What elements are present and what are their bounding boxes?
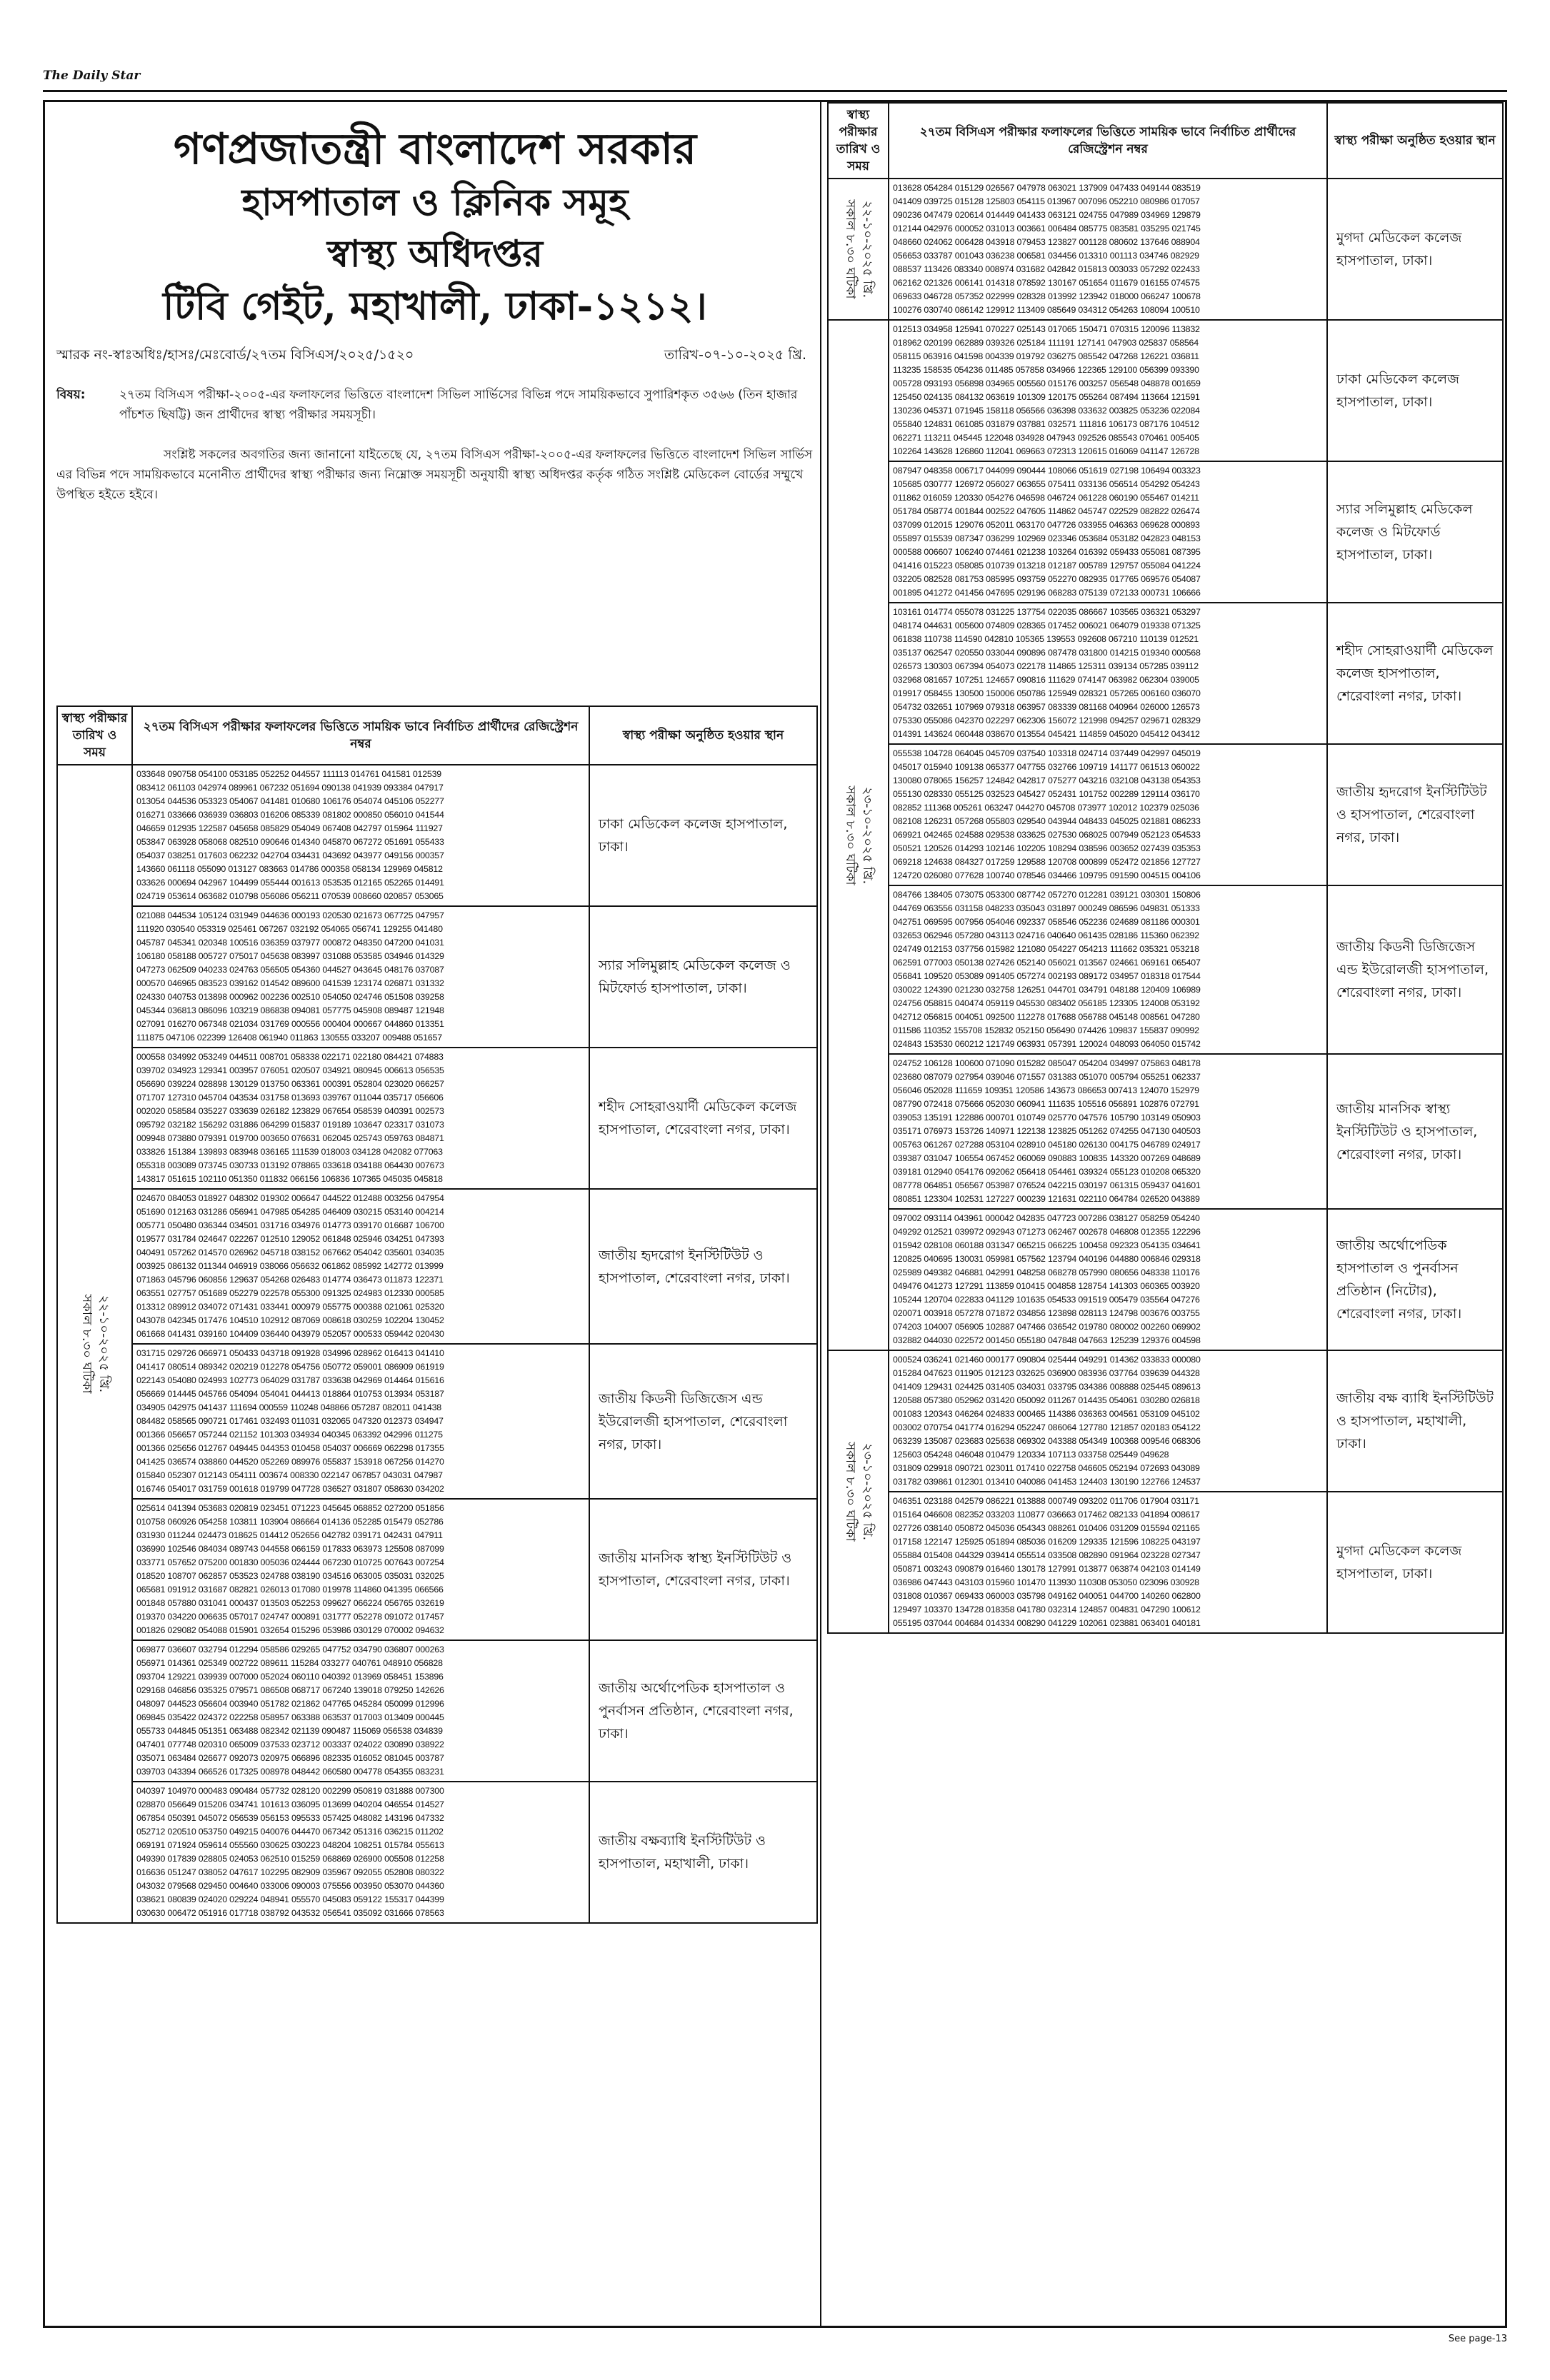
government-notice <box>43 100 1507 2328</box>
registration-number-line: 097002 093114 043961 000042 042835 047723 007286 038127 058259 054240 <box>893 1213 1200 1223</box>
registration-number-line: 093704 129221 039939 007000 052024 060110 040392 013969 058451 153896 <box>136 1672 444 1682</box>
registration-numbers-cell <box>889 603 1327 744</box>
registration-number-line: 080851 123304 102531 127227 000239 121631 022110 064784 026520 043889 <box>893 1194 1200 1204</box>
registration-numbers-cell <box>889 179 1327 320</box>
registration-number-line: 015284 047623 011905 012123 032625 036900 083936 037764 039639 044328 <box>893 1368 1200 1378</box>
registration-number-line: 024752 106128 100600 071090 015282 085047 054204 034997 075863 048178 <box>893 1058 1201 1068</box>
header-date-time: স্বাস্থ্য পরীক্ষার তারিখ ও সময় <box>57 706 132 765</box>
registration-number-line: 013312 089912 034072 071431 033441 000979 055775 000388 021061 025320 <box>136 1302 444 1312</box>
registration-number-line: 063551 027757 051689 052279 022578 055300 091325 024983 012330 000585 <box>136 1288 444 1298</box>
registration-number-line: 046659 012935 122587 045658 085829 054049 067408 042797 015964 111927 <box>136 823 443 833</box>
venue-cell: ঢাকা মেডিকেল কলেজ হাসপাতাল, ঢাকা। <box>1327 320 1503 461</box>
schedule-row <box>828 744 1503 885</box>
schedule-row <box>828 461 1503 603</box>
left-table-body <box>57 765 817 1923</box>
registration-number-line: 087947 048358 006717 044099 090444 108066 051619 027198 106494 003323 <box>893 466 1201 476</box>
registration-number-line: 000558 034992 053249 044511 008701 058338 022171 022180 084421 074883 <box>136 1052 444 1062</box>
right-table-header <box>828 103 1503 179</box>
registration-number-line: 011586 110352 155708 152832 052150 056490 074426 109837 155837 090992 <box>893 1025 1199 1035</box>
registration-number-line: 036986 047443 043103 015960 101470 113930 110308 053050 023096 030928 <box>893 1577 1199 1587</box>
date-time-cell <box>828 320 889 1350</box>
registration-number-line: 044769 063556 031158 048233 035043 031897 000249 086596 049831 051333 <box>893 903 1200 913</box>
registration-numbers-cell <box>889 461 1327 603</box>
registration-number-line: 049292 012521 039972 092943 071273 062467 002678 046808 012355 122296 <box>893 1227 1201 1237</box>
registration-number-line: 130080 078065 156257 124842 042817 075277 043216 032108 043138 054353 <box>893 775 1201 785</box>
schedule-row <box>57 1189 817 1344</box>
right-schedule-table <box>827 102 1504 1634</box>
registration-number-line: 050521 120526 014293 102146 102205 108294 038596 003652 027439 035353 <box>893 843 1201 853</box>
registration-number-line: 002020 058584 035227 033639 026182 123829 067654 058539 040391 002573 <box>136 1106 444 1116</box>
registration-number-line: 014391 143624 060448 038670 013554 045421 114859 045020 045412 043412 <box>893 729 1200 739</box>
registration-number-line: 129497 103370 134728 018358 041780 032314 124857 004831 047290 100612 <box>893 1605 1201 1615</box>
registration-number-line: 032653 062946 057280 043113 024716 040640 061435 028186 115360 062392 <box>893 930 1199 940</box>
registration-number-line: 055840 124831 061085 031879 037881 032571 111816 106173 087176 104512 <box>893 419 1199 429</box>
registration-number-line: 055195 037044 004684 014334 008290 041229 102061 023881 063401 040181 <box>893 1618 1201 1628</box>
registration-number-line: 062162 021326 006141 014318 078592 130167 051654 011679 016155 074575 <box>893 278 1200 288</box>
date-time-text: ২২-১০-২০২৫ খ্রি. সকাল ৮.৩০ ঘটিকা <box>79 1294 111 1394</box>
registration-numbers-cell <box>889 1492 1327 1633</box>
registration-numbers-cell <box>132 1640 589 1782</box>
registration-number-line: 106180 058188 005727 075017 045638 083997 031088 053585 034946 014329 <box>136 951 444 961</box>
registration-number-line: 030630 006472 051916 017718 038792 043532 056541 035092 031666 078563 <box>136 1908 444 1918</box>
registration-number-line: 111920 030540 053319 025461 067267 032192 054065 056741 129255 041480 <box>136 924 443 934</box>
registration-number-line: 050871 003243 090879 016460 130178 127991 013877 063874 042103 014149 <box>893 1564 1201 1574</box>
registration-number-line: 041409 039725 015128 125803 054115 013967 007096 052210 080986 017057 <box>893 196 1200 206</box>
registration-number-line: 009948 073880 079391 019700 003650 076631 062045 025743 059763 084871 <box>136 1133 444 1143</box>
schedule-row <box>57 765 817 906</box>
subject-text: ২৭তম বিসিএস পরীক্ষা-২০০৫-এর ফলাফলের ভিত্তিতে বাংলাদেশ সিভিল সার্ভিসের বিভিন্ন পদে সাময়িকভাবে সুপারিশকৃত ৩৫৬৬ (তিন হাজার পাঁচশত ছিষট্টি) জন প্রার্থীদের স্বাস্থ্য পরীক্ষার সময়সূচী। <box>119 388 798 422</box>
registration-number-line: 039387 031047 106554 067452 060069 090883 100835 143320 007269 048689 <box>893 1153 1201 1163</box>
registration-number-line: 040491 057262 014570 026962 045718 038152 067662 054042 035601 034035 <box>136 1247 444 1257</box>
registration-numbers-cell <box>889 1209 1327 1350</box>
registration-number-line: 045344 036813 086096 103219 086838 094081 057775 045908 089487 121948 <box>136 1005 444 1015</box>
registration-number-line: 069921 042465 024588 029538 033625 027530 068025 007949 052123 054533 <box>893 830 1201 840</box>
registration-numbers-cell <box>132 1189 589 1344</box>
registration-number-line: 005728 093193 056898 034965 005560 015176 003257 056548 048878 001659 <box>893 378 1201 388</box>
venue-cell: শহীদ সোহরাওয়ার্দী মেডিকেল কলেজ হাসপাতাল, শেরেবাংলা নগর, ঢাকা। <box>589 1048 817 1189</box>
registration-number-line: 010758 060926 054258 103811 103904 086664 014136 052285 015479 052786 <box>136 1517 444 1527</box>
registration-number-line: 105685 030777 126972 056027 063655 075411 033136 056514 054292 054243 <box>893 479 1200 489</box>
registration-number-line: 125603 054248 046048 010479 120334 107113 033758 025449 049628 <box>893 1450 1169 1460</box>
registration-number-line: 001895 041272 041456 047695 029196 068283 075139 072133 000731 106666 <box>893 588 1201 598</box>
registration-number-line: 001826 029082 054088 015901 032654 015296 053986 030129 070002 094632 <box>136 1625 444 1635</box>
schedule-row <box>828 885 1503 1054</box>
date-time-text: ২২-১০-২০২৫ খ্রি. সকাল ৮.৩০ ঘটিকা <box>842 199 875 299</box>
registration-number-line: 019917 058455 130500 150006 050786 125949 028321 057265 006160 036070 <box>893 688 1201 698</box>
heading-line-4: টিবি গেইট, মহাখালী, ঢাকা-১২১২। <box>163 283 707 328</box>
registration-number-line: 015840 052307 012143 054111 003674 008330 022147 067857 043031 047987 <box>136 1470 443 1480</box>
registration-number-line: 029168 046856 035325 079571 086508 068717 067240 139018 079250 142626 <box>136 1685 444 1695</box>
registration-number-line: 043078 042345 017476 104510 102912 087069 008618 030259 102204 130452 <box>136 1315 444 1325</box>
left-column <box>56 102 814 2326</box>
registration-number-line: 143660 061118 055090 013127 083663 014786 000358 058134 129969 045812 <box>136 864 443 874</box>
registration-number-line: 069218 124638 084327 017259 129588 120708 000899 052472 021856 127727 <box>893 857 1201 867</box>
registration-number-line: 015164 046608 082352 033203 110877 036663 017462 082133 041894 008617 <box>893 1510 1200 1520</box>
registration-number-line: 087790 072418 075666 052030 060941 111635 105516 056891 102876 072791 <box>893 1099 1199 1109</box>
registration-numbers-cell <box>889 320 1327 461</box>
date-time-text: ২৩-১০-২০২৫ খ্রি. সকাল ৮.৩০ ঘটিকা <box>842 1442 875 1542</box>
registration-number-line: 084766 138405 073075 053300 087742 057270 012281 039121 030301 150806 <box>893 890 1201 900</box>
schedule-row <box>57 1640 817 1782</box>
registration-number-line: 052712 020510 053750 049215 040076 044470 067342 051316 036215 011202 <box>136 1827 444 1837</box>
registration-number-line: 031808 010367 069433 060003 035798 049162 040051 044700 140260 062800 <box>893 1591 1201 1601</box>
registration-number-line: 055130 028330 055125 032523 045427 052431 101752 002289 129114 036170 <box>893 789 1200 799</box>
registration-number-line: 021088 044534 105124 031949 044636 000193 020530 021673 067725 047957 <box>136 910 444 920</box>
registration-number-line: 038621 080839 024020 029224 048941 055570 045083 059122 155317 044399 <box>136 1894 444 1904</box>
registration-number-line: 102264 143628 126860 112041 069663 072313 120615 016069 041147 126728 <box>893 446 1199 456</box>
schedule-row <box>828 1054 1503 1209</box>
registration-number-line: 069633 046728 057352 022999 028328 013992 123942 018000 066247 100678 <box>893 291 1201 301</box>
venue-cell: জাতীয় মানসিক স্বাস্থ্য ইনস্টিটিউট ও হাসপাতাল, শেরেবাংলা নগর, ঢাকা। <box>589 1499 817 1640</box>
continued-note: See page-13 <box>1448 2334 1507 2344</box>
registration-number-line: 087778 064851 056567 053987 076524 042215 030197 061315 059437 041601 <box>893 1180 1201 1190</box>
column-divider <box>820 102 821 2326</box>
venue-cell: জাতীয় বক্ষব্যাধি ইনস্টিটিউট ও হাসপাতাল, মহাখালী, ঢাকা। <box>589 1782 817 1923</box>
venue-cell: স্যার সলিমুল্লাহ মেডিকেল কলেজ ও মিটফোর্ড হাসপাতাল, ঢাকা। <box>589 906 817 1048</box>
registration-number-line: 046351 023188 042579 086221 013888 000749 093202 011706 017904 031171 <box>893 1496 1199 1506</box>
registration-numbers-cell <box>132 906 589 1048</box>
registration-number-line: 061838 110738 114590 042810 105365 139553 092608 067210 110139 012521 <box>893 634 1199 644</box>
registration-numbers-cell <box>889 1350 1327 1492</box>
registration-number-line: 033648 090758 054100 053185 052252 044557 111113 014761 041581 012539 <box>136 769 441 779</box>
registration-number-line: 039181 012940 054176 092062 056418 054461 039324 055123 010208 065320 <box>893 1167 1201 1177</box>
registration-number-line: 003002 070754 041774 016294 052247 086064 127780 121857 020183 054122 <box>893 1422 1201 1432</box>
registration-number-line: 120825 040695 130031 059981 057562 123794 040196 044880 006846 029318 <box>893 1254 1201 1264</box>
registration-number-line: 056046 052028 111659 109351 120586 143673 086653 007413 124070 152979 <box>893 1085 1199 1095</box>
schedule-row <box>828 1350 1503 1492</box>
registration-number-line: 027726 038140 050872 045036 054343 088261 010406 031209 015594 021165 <box>893 1523 1200 1533</box>
registration-number-line: 016636 051247 038052 047617 102295 082909 035967 092055 052808 080322 <box>136 1867 444 1877</box>
registration-number-line: 095792 032182 156292 031886 064299 015837 019189 103647 023317 031073 <box>136 1120 444 1130</box>
registration-number-line: 056690 039224 028898 130129 013750 063361 000391 052804 023020 066257 <box>136 1079 444 1089</box>
registration-number-line: 082852 111368 005261 063247 044270 045708 073977 102012 102379 025036 <box>893 803 1199 813</box>
registration-number-line: 043032 079568 029450 004640 033006 090003 075556 003950 053070 044360 <box>136 1881 444 1891</box>
header-venue: স্বাস্থ্য পরীক্ষা অনুষ্ঠিত হওয়ার স্থান <box>1327 103 1503 179</box>
date-time-text: ২৩-১০-২০২৫ খ্রি. সকাল ৮.৩০ ঘটিকা <box>842 785 875 885</box>
registration-number-line: 067854 050391 045072 056539 056153 095533 057425 048082 143196 047332 <box>136 1813 444 1823</box>
schedule-row <box>57 906 817 1048</box>
registration-number-line: 022143 054080 024993 102773 064029 031787 033638 042969 014464 015616 <box>136 1375 444 1385</box>
registration-number-line: 011862 016059 120330 054276 046598 046724 061228 060190 055467 014211 <box>893 493 1199 503</box>
registration-number-line: 088537 113426 083340 008974 031682 042842 015813 003033 057292 022433 <box>893 264 1200 274</box>
registration-number-line: 030022 124390 021230 032758 126251 044701 034791 048188 120409 106989 <box>893 985 1201 995</box>
venue-cell: জাতীয় কিডনী ডিজিজেস এন্ড ইউরোলজী হাসপাতাল, শেরেবাংলা নগর, ঢাকা। <box>589 1344 817 1499</box>
registration-number-line: 105244 120704 022833 041129 101635 054533 091519 005479 035564 047276 <box>893 1295 1200 1305</box>
registration-number-line: 056841 109520 053089 091405 057274 002193 089172 034957 018318 017544 <box>893 971 1201 981</box>
registration-number-line: 015942 028108 060188 031347 065215 066225 100458 092323 054135 034641 <box>893 1240 1201 1250</box>
registration-number-line: 024843 153530 060212 121749 063931 057391 120024 048093 064050 015742 <box>893 1039 1201 1049</box>
venue-cell: ঢাকা মেডিকেল কলেজ হাসপাতাল, ঢাকা। <box>589 765 817 906</box>
registration-number-line: 033626 000694 042967 104499 055444 001613 053535 012165 052265 014491 <box>136 878 444 888</box>
registration-number-line: 005763 061267 027288 053104 028910 045180 026130 004175 046789 024917 <box>893 1140 1201 1150</box>
registration-number-line: 025989 049382 046881 042991 048258 068278 057990 080656 048338 110176 <box>893 1267 1200 1277</box>
date-time-cell <box>828 1350 889 1633</box>
registration-number-line: 055538 104728 064045 045709 037540 103318 024714 037449 042997 045019 <box>893 748 1201 758</box>
registration-number-line: 037099 012015 129076 052011 063170 047726 033955 046363 069628 000893 <box>893 520 1200 530</box>
registration-number-line: 071863 045796 060856 129637 054268 026483 014774 036473 011873 122371 <box>136 1275 444 1285</box>
registration-number-line: 082108 126231 057268 055803 029540 043944 048433 045025 021881 086233 <box>893 816 1201 826</box>
registration-number-line: 031715 029726 066971 050433 043718 091928 034996 028962 016413 041410 <box>136 1348 444 1358</box>
registration-number-line: 000524 036241 021460 000177 090804 025444 049291 014362 033833 000080 <box>893 1355 1201 1365</box>
registration-number-line: 012513 034958 125941 070227 025143 017065 150471 070315 120096 113832 <box>893 324 1200 334</box>
venue-cell: স্যার সলিমুল্লাহ মেডিকেল কলেজ ও মিটফোর্ড হাসপাতাল, ঢাকা। <box>1327 461 1503 603</box>
registration-number-line: 028870 056649 015206 034741 101613 036095 013699 040204 046554 014527 <box>136 1799 444 1809</box>
registration-number-line: 025614 041394 053683 020819 023451 071223 045645 068852 027200 051856 <box>136 1503 444 1513</box>
schedule-row <box>828 1492 1503 1633</box>
registration-number-line: 039053 135191 122886 000701 010749 025770 047576 105790 103149 050903 <box>893 1113 1201 1123</box>
venue-cell: জাতীয় কিডনী ডিজিজেস এন্ড ইউরোলজী হাসপাতাল, শেরেবাংলা নগর, ঢাকা। <box>1327 885 1503 1054</box>
registration-number-line: 111875 047106 022399 126408 061940 011863 130555 033207 009488 051657 <box>136 1033 442 1043</box>
registration-number-line: 069845 035422 024372 022258 058957 063388 063537 017003 013409 000445 <box>136 1712 444 1722</box>
registration-number-line: 061668 041431 039160 104409 036440 043979 052057 000533 059442 020430 <box>136 1329 444 1339</box>
schedule-row <box>57 1499 817 1640</box>
registration-number-line: 120588 057380 052962 031420 050092 011267 014435 054061 030280 026818 <box>893 1395 1200 1405</box>
registration-number-line: 056653 033787 001043 036238 006581 034456 013310 001113 034746 082929 <box>893 251 1199 261</box>
registration-number-line: 024330 040753 013898 000962 002236 002510 054050 024746 051508 039258 <box>136 992 444 1002</box>
registration-number-line: 049390 017839 028805 024053 062510 015259 068869 026900 005508 012258 <box>136 1854 444 1864</box>
venue-cell: মুগদা মেডিকেল কলেজ হাসপাতাল, ঢাকা। <box>1327 179 1503 320</box>
registration-number-line: 069877 036607 032794 012294 058586 029265 047752 034790 036807 000263 <box>136 1645 444 1655</box>
registration-number-line: 125450 024135 084132 063619 101309 120175 055264 087494 113664 121591 <box>893 392 1200 402</box>
schedule-row <box>828 179 1503 320</box>
registration-number-line: 051690 012163 031286 056941 047985 054285 046409 030215 053140 004214 <box>136 1207 444 1217</box>
registration-number-line: 013628 054284 015129 026567 047978 063021 137909 047433 049144 083519 <box>893 183 1201 193</box>
registration-number-line: 035171 076973 153726 140971 122138 123825 051262 074255 047130 040503 <box>893 1126 1201 1136</box>
registration-number-line: 012144 042976 000052 031013 003661 006484 085775 083581 035295 021745 <box>893 224 1201 234</box>
registration-number-line: 033771 057652 075200 001830 005036 024444 067230 010725 007643 007254 <box>136 1557 444 1567</box>
registration-number-line: 047401 077748 020310 065009 037533 023712 003337 024022 030890 038922 <box>136 1739 444 1749</box>
memo-row <box>56 345 814 368</box>
registration-number-line: 023680 087079 027954 039046 071557 031383 051070 005794 055251 062337 <box>893 1072 1201 1082</box>
schedule-row <box>57 1048 817 1189</box>
registration-number-line: 017158 122147 125925 051894 085036 016209 129335 121596 108225 043197 <box>893 1537 1201 1547</box>
registration-number-line: 103161 014774 055078 031225 137754 022035 086667 103565 036321 053297 <box>893 607 1201 617</box>
registration-number-line: 024719 053614 063682 010798 056086 056211 070539 008660 020857 053065 <box>136 891 444 901</box>
date-time-cell <box>828 179 889 320</box>
registration-number-line: 124720 026080 077628 100740 078546 034466 109795 091590 004515 004106 <box>893 870 1201 880</box>
registration-number-line: 000570 046965 083523 039162 014542 089600 041539 123174 026871 031332 <box>136 978 444 988</box>
registration-number-line: 071707 127310 045704 043534 031758 013693 039767 011044 035717 056606 <box>136 1093 444 1103</box>
subject-label: বিষয়: <box>56 388 86 402</box>
registration-number-line: 062271 113211 045445 122048 034928 047943 092526 085543 070461 005405 <box>893 433 1199 443</box>
registration-number-line: 084482 058565 090721 017461 032493 011031 032065 047320 012373 034947 <box>136 1416 444 1426</box>
registration-number-line: 047273 062509 040233 024763 056505 054360 044527 043645 048176 037087 <box>136 965 444 975</box>
registration-number-line: 033826 151384 139893 083948 036165 111539 018003 034128 042082 077063 <box>136 1147 443 1157</box>
venue-cell: জাতীয় মানসিক স্বাস্থ্য ইনস্টিটিউট ও হাসপাতাল, শেরেবাংলা নগর, ঢাকা। <box>1327 1054 1503 1209</box>
registration-number-line: 049476 041273 127291 113859 010415 004858 128754 141303 060365 003920 <box>893 1281 1200 1291</box>
registration-number-line: 100276 030740 086142 129912 113409 085649 034312 054263 108094 100510 <box>893 305 1200 315</box>
schedule-row <box>828 1209 1503 1350</box>
registration-number-line: 034905 042975 041437 111694 000559 110248 048866 057287 082011 041438 <box>136 1402 441 1412</box>
registration-number-line: 000588 006607 106240 074461 021238 103264 016392 059433 055081 087395 <box>893 547 1201 557</box>
registration-number-line: 042712 056815 004051 092500 112278 017688 056788 045148 008561 047280 <box>893 1012 1200 1022</box>
registration-number-line: 090236 047479 020614 014449 041433 063121 024755 047989 034969 129879 <box>893 210 1201 220</box>
registration-number-line: 027091 016270 067348 021034 031769 000556 000404 000667 044860 013351 <box>136 1019 444 1029</box>
registration-number-line: 039703 043394 066526 017325 008978 048442 060580 004778 054355 083231 <box>136 1767 444 1777</box>
registration-number-line: 032968 081657 107251 124657 090816 111629 074147 063982 062304 039005 <box>893 675 1199 685</box>
registration-number-line: 055318 003089 073745 030733 013192 078865 033618 034188 064430 007673 <box>136 1160 444 1170</box>
header-venue: স্বাস্থ্য পরীক্ষা অনুষ্ঠিত হওয়ার স্থান <box>589 706 817 765</box>
registration-number-line: 024756 058815 040474 059119 045530 083402 056185 123305 124008 053192 <box>893 998 1200 1008</box>
venue-cell: জাতীয় অর্থোপেডিক হাসপাতাল ও পুনর্বাসন প্রতিষ্ঠান (নিটোর), শেরেবাংলা নগর, ঢাকা। <box>1327 1209 1503 1350</box>
registration-number-line: 019370 034220 006635 057017 024747 000891 031777 052278 091072 017457 <box>136 1612 444 1622</box>
registration-number-line: 020071 003918 057278 071872 034856 123898 028113 124798 003676 003755 <box>893 1308 1200 1318</box>
registration-numbers-cell <box>132 1782 589 1923</box>
registration-number-line: 018520 108707 062857 053523 024788 038190 034516 063005 035031 032025 <box>136 1571 444 1581</box>
registration-number-line: 045017 015940 109138 065377 047755 032766 109719 141177 061513 060022 <box>893 762 1200 772</box>
registration-number-line: 056971 014361 025349 002722 089611 115284 033277 040761 048910 056828 <box>136 1658 443 1668</box>
registration-number-line: 031930 011244 024473 018625 014412 052656 042782 039171 042431 047911 <box>136 1530 443 1540</box>
venue-cell: শহীদ সোহরাওয়ার্দী মেডিকেল কলেজ হাসপাতাল, শেরেবাংলা নগর, ঢাকা। <box>1327 603 1503 744</box>
registration-numbers-cell <box>889 1054 1327 1209</box>
registration-number-line: 001366 025656 012767 049445 044353 010458 054037 006669 062298 017355 <box>136 1443 444 1453</box>
registration-number-line: 039702 034923 129341 003957 076051 020507 034921 080945 006613 056535 <box>136 1065 444 1075</box>
registration-number-line: 048174 044631 005600 074809 028365 017452 006021 064079 019338 071325 <box>893 621 1201 631</box>
venue-cell: জাতীয় বক্ষ ব্যাধি ইনস্টিটিউট ও হাসপাতাল, মহাখালী, ঢাকা। <box>1327 1350 1503 1492</box>
registration-number-line: 045787 045341 020348 100516 036359 037977 000872 048350 047200 041031 <box>136 938 444 948</box>
registration-number-line: 019577 031784 024647 022267 012510 129052 061848 025946 034251 047393 <box>136 1234 444 1244</box>
registration-number-line: 074203 104007 056905 102887 047466 036542 019780 080002 002260 069902 <box>893 1322 1201 1332</box>
left-schedule-table <box>56 706 818 1924</box>
heading-line-3: স্বাস্থ্য অধিদপ্তর <box>326 232 544 276</box>
registration-number-line: 055733 044845 051351 063488 082342 021139 090487 115069 056538 034839 <box>136 1726 443 1736</box>
header-rule <box>43 90 1507 92</box>
registration-number-line: 041416 015223 058085 010739 013218 012187 005789 129757 055084 041224 <box>893 561 1201 571</box>
registration-number-line: 055884 015408 044329 039414 055514 033508 082890 091964 023228 027347 <box>893 1550 1201 1560</box>
schedule-row <box>57 1344 817 1499</box>
registration-number-line: 048097 044523 056604 003940 051782 021862 047765 045284 050099 012996 <box>136 1699 444 1709</box>
registration-number-line: 058115 063916 041598 004339 019792 036275 085542 047268 126221 036811 <box>893 351 1199 361</box>
registration-numbers-cell <box>132 765 589 906</box>
registration-number-line: 065681 091912 031687 082821 026013 017080 019978 114860 041395 066566 <box>136 1585 444 1595</box>
registration-number-line: 041425 036574 038860 044520 052269 089976 055837 153918 067256 014270 <box>136 1457 444 1467</box>
registration-number-line: 041409 129431 024425 031405 034031 033795 034386 008888 025445 089613 <box>893 1382 1201 1392</box>
header-date-time: স্বাস্থ্য পরীক্ষার তারিখ ও সময় <box>828 103 889 179</box>
registration-number-line: 024670 084053 018927 048302 019302 006647 044522 012488 003256 047954 <box>136 1193 444 1203</box>
venue-cell: জাতীয় হৃদরোগ ইনস্টিটিউট ও হাসপাতাল, শেরেবাংলা নগর, ঢাকা। <box>589 1189 817 1344</box>
registration-number-line: 143817 051615 102110 051350 011832 066156 106836 107365 045035 045818 <box>136 1174 443 1184</box>
right-column <box>827 102 1502 2326</box>
registration-number-line: 001848 057880 031041 000437 013503 052253 099627 066224 056765 032619 <box>136 1598 444 1608</box>
venue-cell: মুগদা মেডিকেল কলেজ হাসপাতাল, ঢাকা। <box>1327 1492 1503 1633</box>
registration-number-line: 063239 135087 023683 025638 069302 043388 054349 100368 009546 068306 <box>893 1436 1201 1446</box>
left-table-header <box>57 706 817 765</box>
heading-line-1: গণপ্রজাতন্ত্রী বাংলাদেশ সরকার <box>174 124 696 174</box>
body-paragraph: সংশ্লিষ্ট সকলের অবগতির জন্য জানানো যাইতেছে যে, ২৭তম বিসিএস পরীক্ষা-২০০৫-এর ফলাফলের ভিত্তিতে বাংলাদেশ সিভিল সার্ভিস এর বিভিন্ন পদে সাময়িকভাবে মনোনীত প্রার্থীদের স্বাস্থ্য পরীক্ষার জন্য নিম্নোক্ত সময়সূচী অনুযায়ী স্বাস্থ্য অধিদপ্তর কর্তৃক গঠিত সংশ্লিষ্ট মেডিকেল বোর্ডের সম্মুখে উপস্থিত হইতে হইবে। <box>56 448 813 502</box>
registration-number-line: 001083 120343 046264 024833 000465 114386 036363 004561 053109 045102 <box>893 1409 1200 1419</box>
registration-number-line: 055897 015539 087347 036299 102969 023346 053684 053182 042823 048153 <box>893 533 1201 543</box>
registration-number-line: 032882 044030 022572 001450 055180 047848 047663 125239 129376 004598 <box>893 1335 1201 1345</box>
registration-numbers-cell <box>132 1344 589 1499</box>
date-time-cell <box>57 765 132 1923</box>
registration-numbers-cell <box>889 885 1327 1054</box>
registration-number-line: 040397 104970 000483 090484 057732 028120 002299 050819 031888 007300 <box>136 1786 444 1796</box>
registration-number-line: 054732 032651 107969 079318 063957 083339 081168 040964 026000 126573 <box>893 702 1200 712</box>
venue-cell: জাতীয় হৃদরোগ ইনস্টিটিউট ও হাসপাতাল, শেরেবাংলা নগর, ঢাকা। <box>1327 744 1503 885</box>
registration-numbers-cell <box>132 1499 589 1640</box>
registration-number-line: 018962 020199 062889 039326 025184 111191 127141 047903 025837 058564 <box>893 338 1199 348</box>
registration-number-line: 005771 050480 036344 034501 031716 034976 014773 039170 016687 106700 <box>136 1220 444 1230</box>
heading-line-2: হাসপাতাল ও ক্লিনিক সমূহ <box>241 181 629 224</box>
registration-number-line: 035071 063484 026677 092073 020975 066896 082335 016052 081045 003787 <box>136 1753 444 1763</box>
right-table-body <box>828 179 1503 1633</box>
registration-number-line: 016746 054017 031759 001618 019799 047728 036527 031807 058630 034202 <box>136 1484 444 1494</box>
registration-number-line: 130236 045371 071945 158118 056566 036398 033632 003825 053236 022084 <box>893 406 1200 416</box>
registration-number-line: 056669 014445 045766 054094 054041 044413 018864 010753 013934 053187 <box>136 1389 444 1399</box>
registration-number-line: 013054 044536 053323 054067 041481 010680 106176 054074 045106 052277 <box>136 796 444 806</box>
registration-number-line: 053847 063928 058068 082510 090646 014340 045870 067272 051691 055433 <box>136 837 444 847</box>
registration-number-line: 054037 038251 017603 062232 042704 034431 043692 043977 049156 000357 <box>136 850 444 860</box>
memo-date: তারিখ-০৭-১০-২০২৫ খ্রি. <box>664 347 806 363</box>
registration-number-line: 075330 055086 042370 022297 062306 156072 121998 094257 029671 028329 <box>893 715 1201 725</box>
registration-number-line: 048660 024062 006428 043918 079453 123827 001128 080602 137646 088904 <box>893 237 1200 247</box>
header-reg-numbers: ২৭তম বিসিএস পরীক্ষার ফলাফলের ভিত্তিতে সাময়িক ভাবে নির্বাচিত প্রার্থীদের রেজিস্ট্রেশন নম্বর <box>889 103 1327 179</box>
registration-number-line: 069191 071924 059614 055560 030625 030223 048204 108251 015784 055613 <box>136 1840 444 1850</box>
registration-number-line: 016271 033666 036939 036803 016206 085339 081802 000850 056010 041544 <box>136 810 444 820</box>
subject <box>56 385 814 425</box>
registration-number-line: 035137 062547 020550 033044 090896 087478 031800 014215 019340 000568 <box>893 648 1201 658</box>
registration-number-line: 041417 080514 089342 020219 012278 054756 050772 059001 086909 061919 <box>136 1362 444 1372</box>
registration-number-line: 026573 130303 067394 054073 022178 114865 125311 039134 057285 039112 <box>893 661 1199 671</box>
schedule-row <box>828 320 1503 461</box>
newspaper-masthead: The Daily Star <box>43 69 141 83</box>
memo-number: স্মারক নং-স্বাঃঅধিঃ/হাসঃ/মেঃবোর্ড/২৭তম বিসিএস/২০২৫/১৫২০ <box>56 347 414 363</box>
registration-number-line: 024749 012153 037756 015982 121080 054227 054213 111662 035321 053218 <box>893 944 1199 954</box>
registration-numbers-cell <box>132 1048 589 1189</box>
registration-number-line: 062591 077003 050138 027426 052140 056021 013567 024661 069161 065407 <box>893 958 1201 968</box>
registration-numbers-cell <box>889 744 1327 885</box>
registration-number-line: 001366 056657 057244 021152 101303 034934 040345 063392 042996 011275 <box>136 1430 443 1440</box>
registration-number-line: 083412 061103 042974 089961 067232 051694 090138 041939 093384 047917 <box>136 783 444 793</box>
registration-number-line: 003925 086132 011344 046919 038066 056632 061862 085992 142772 013999 <box>136 1261 444 1271</box>
header-reg-numbers: ২৭তম বিসিএস পরীক্ষার ফলাফলের ভিত্তিতে সাময়িক ভাবে নির্বাচিত প্রার্থীদের রেজিস্ট্রেশন নম্বর <box>132 706 589 765</box>
registration-number-line: 051784 058774 001844 002522 047605 114862 045747 022529 082822 026474 <box>893 506 1200 516</box>
venue-cell: জাতীয় অর্থোপেডিক হাসপাতাল ও পুনর্বাসন প্রতিষ্ঠান, শেরেবাংলা নগর, ঢাকা। <box>589 1640 817 1782</box>
schedule-row <box>828 603 1503 744</box>
registration-number-line: 032205 082528 081753 085995 093759 052270 082935 017765 069576 054087 <box>893 574 1201 584</box>
registration-number-line: 031809 029918 090721 023011 017410 022758 046605 052194 072693 043089 <box>893 1463 1200 1473</box>
registration-number-line: 113235 158535 054236 011485 057858 034966 122365 129100 056399 093390 <box>893 365 1199 375</box>
registration-number-line: 042751 069595 007956 054046 092337 058546 052236 024689 081186 000301 <box>893 917 1200 927</box>
registration-number-line: 036990 102546 084034 089743 044558 066159 017833 063973 125508 087099 <box>136 1544 444 1554</box>
registration-number-line: 031782 039861 012301 013410 040086 041453 124403 130190 122766 124537 <box>893 1477 1201 1487</box>
schedule-row <box>57 1782 817 1923</box>
